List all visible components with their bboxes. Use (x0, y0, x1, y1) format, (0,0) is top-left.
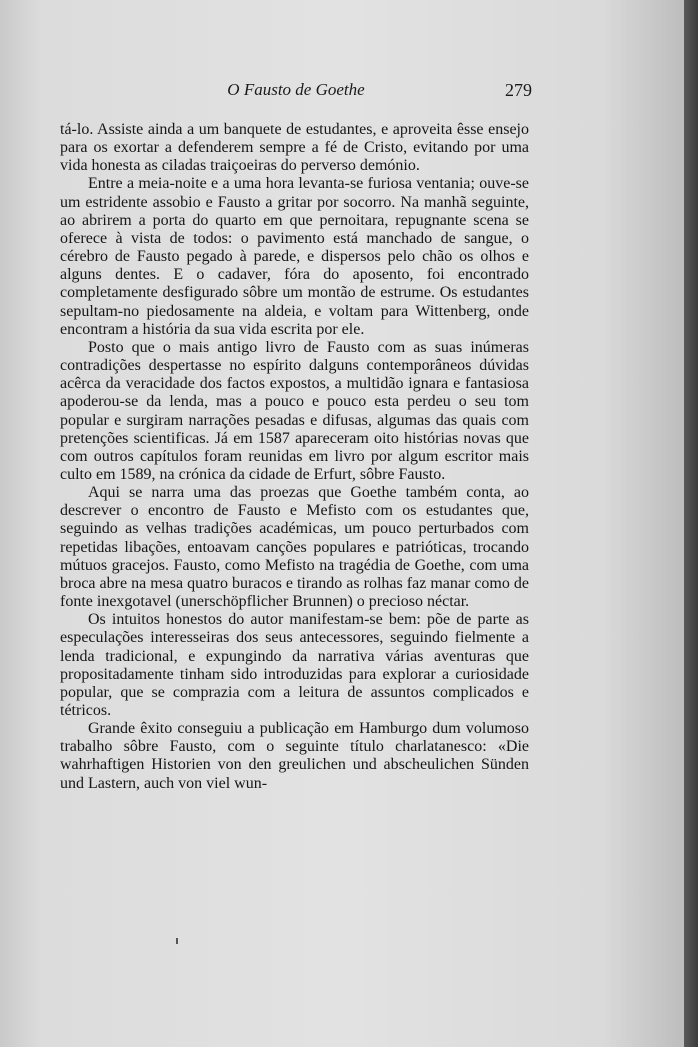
page-edge-shadow (684, 0, 698, 1047)
print-speck (176, 938, 178, 944)
paragraph-5: Os intuitos honestos do autor manifestam-se bem: põe de parte as especulações interesseiras dos seus antecessores, seguindo fielmente a lenda tradicional, e expungindo da narrativa várias aventuras que propositadamente tinham sido introduzidas para explorar a curiosidade popular, que se comprazia com a leitura de assuntos complicados e tétricos. (60, 611, 529, 719)
page-header (60, 80, 532, 106)
paragraph-3: Posto que o mais antigo livro de Fausto com as suas inúmeras contradições despertasse no espírito dalguns contemporâneos dúvidas acêrca da veracidade dos factos expostos, a multidão ignara e fantasiosa apoderou-se da lenda, mas a pouco e pouco esta perdeu o seu tom popular e surgiram narrações pesadas e difusas, algumas das quais com pretenções scientificas. Já em 1587 apareceram oito histórias novas que com outros capítulos foram reunidas em livro por algum escritor mais culto em 1589, na crónica da cidade de Erfurt, sôbre Fausto. (60, 338, 529, 483)
body-text (60, 121, 529, 793)
paragraph-2: Entre a meia-noite e a uma hora levanta-se furiosa ventania; ouve-se um estridente assobio e Fausto a gritar por socorro. Na manhã seguinte, ao abrirem a porta do quarto em que pernoitara, repugnante scena se oferece à vista de todos: o pavimento está manchado de sangue, o cérebro de Fausto pegado à parede, e dispersos pelo chão os olhos e alguns dentes. E o cadaver, fóra do aposento, foi encontrado completamente desfigurado sôbre um montão de estrume. Os estudantes sepultam-no piedosamente na aldeia, e voltam para Wittenberg, onde encontram a história da sua vida escrita por ele. (60, 175, 529, 338)
paragraph-6: Grande êxito conseguiu a publicação em Hamburgo dum volumoso trabalho sôbre Fausto, com o seguinte título charlatanesco: «Die wahrhaftigen Historien von den greulichen und abscheulichen Sünden und Lastern, auch von viel wun- (60, 720, 529, 792)
running-title: O Fausto de Goethe (227, 80, 365, 99)
paragraph-4: Aqui se narra uma das proezas que Goethe também conta, ao descrever o encontro de Fausto e Mefisto com os estudantes que, seguindo as velhas tradições académicas, um pouco perturbados com repetidas libações, entoavam canções populares e patrióticas, trocando mútuos gracejos. Fausto, como Mefisto na tragédia de Goethe, com uma broca abre na mesa quatro buracos e tirando as rolhas faz manar como de fonte inexgotavel (unerschöpflicher Brunnen) o precioso néctar. (60, 484, 529, 611)
paragraph-1: tá-lo. Assiste ainda a um banquete de estudantes, e aproveita êsse ensejo para os exortar a defenderem sempre a fé de Cristo, evitando por uma vida honesta as ciladas traiçoeiras do perverso demónio. (60, 121, 529, 175)
page-number: 279 (505, 80, 532, 100)
